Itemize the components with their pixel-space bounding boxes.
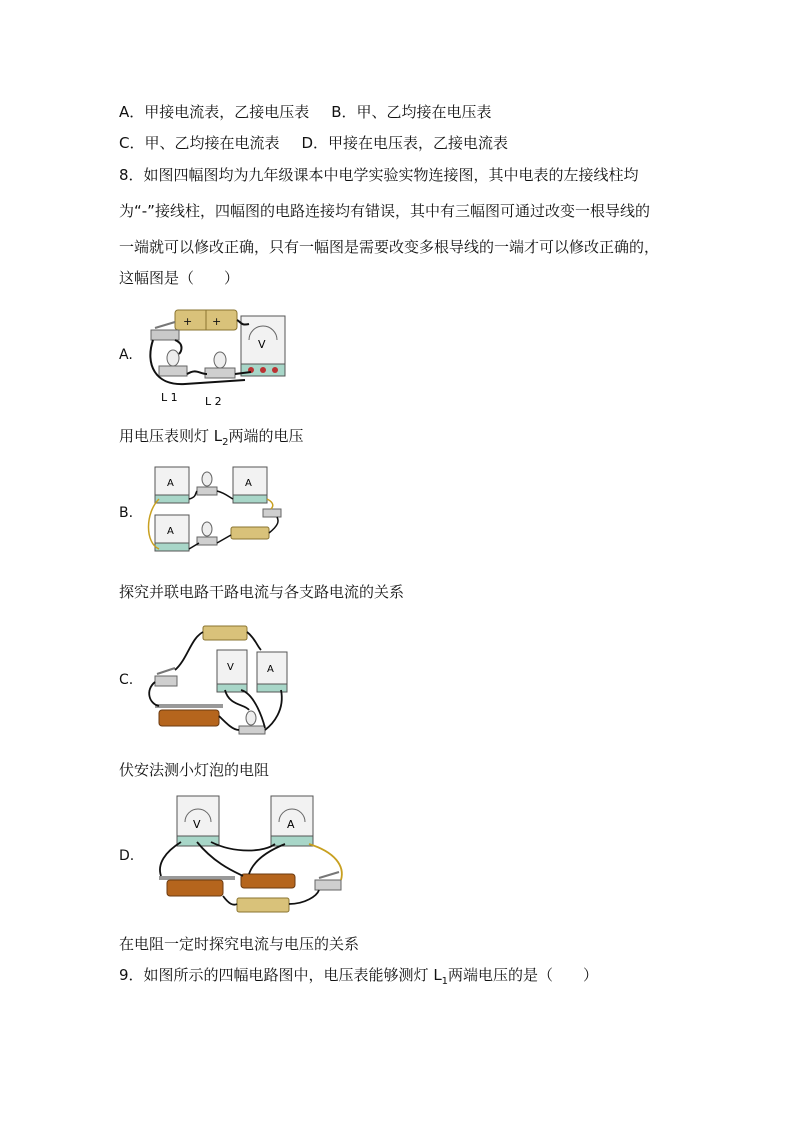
- svg-text:A: A: [167, 526, 174, 537]
- q8-stem-line-2: 为“-”接线柱，四幅图的电路连接均有错误，其中有三幅图可通过改变一根导线的: [119, 202, 650, 220]
- figure-d-caption: 在电阻一定时探究电流与电压的关系: [119, 935, 360, 953]
- q8-stem-line-1: 8．如图四幅图均为九年级课本中电学实验实物连接图，其中电表的左接线柱均: [119, 166, 639, 184]
- q7-option-a: A．甲接电流表，乙接电压表: [119, 103, 310, 121]
- figure-b-label: B.: [119, 505, 134, 521]
- resistor-coil: [241, 874, 295, 888]
- figure-a-label: A.: [119, 347, 133, 363]
- svg-text:A: A: [287, 818, 295, 831]
- q7-option-b: B．甲、乙均接在电压表: [331, 103, 492, 121]
- svg-text:+: +: [183, 315, 193, 328]
- figure-b-circuit: [145, 463, 285, 563]
- q7-option-c: C．甲、乙均接在电流表: [119, 134, 280, 152]
- voltmeter-symbol: V: [258, 338, 266, 351]
- figure-c-label: C.: [119, 672, 134, 688]
- switch: [151, 330, 179, 340]
- switch: [315, 880, 341, 890]
- lamp-l1: [167, 350, 179, 366]
- lamp-1: [202, 472, 212, 486]
- lamp: [246, 711, 256, 725]
- figure-c-caption: 伏安法测小灯泡的电阻: [119, 761, 270, 779]
- figure-b-caption: 探究并联电路干路电流与各支路电流的关系: [119, 583, 405, 601]
- battery: [203, 626, 247, 640]
- q8-stem-line-3: 一端就可以修改正确，只有一幅图是需要改变多根导线的一端才可以修改正确的，: [119, 238, 660, 256]
- figure-d-label: D.: [119, 848, 135, 864]
- svg-text:A: A: [167, 478, 174, 489]
- lamp-2: [202, 522, 212, 536]
- svg-text:+: +: [212, 315, 222, 328]
- battery: [231, 527, 269, 539]
- lamp-l2: [214, 352, 226, 368]
- battery: [237, 898, 289, 912]
- q7-options-row-2: [119, 133, 508, 153]
- switch: [263, 509, 281, 517]
- lamp-l1-label: L 1: [161, 391, 178, 404]
- rheostat: [159, 710, 219, 726]
- rheostat: [167, 880, 223, 896]
- q8-stem-line-4: 这幅图是（ ）: [119, 269, 240, 287]
- figure-a-caption: 用电压表则灯 $L_2$两端的电压: [119, 427, 304, 448]
- figure-c-circuit: [145, 620, 295, 740]
- svg-text:V: V: [193, 818, 201, 831]
- lamp-l2-label: L 2: [205, 395, 222, 408]
- svg-text:V: V: [227, 662, 234, 673]
- svg-text:A: A: [267, 664, 274, 675]
- q9-stem: 9．如图所示的四幅电路图中，电压表能够测灯 $L_1$两端电压的是（ ）: [119, 966, 599, 987]
- q7-option-d: D．甲接在电压表，乙接电流表: [301, 134, 509, 152]
- figure-a-circuit: [145, 304, 295, 412]
- svg-text:A: A: [245, 478, 252, 489]
- switch: [155, 676, 177, 686]
- q7-options-row-1: [119, 102, 492, 122]
- figure-d-circuit: [145, 792, 360, 920]
